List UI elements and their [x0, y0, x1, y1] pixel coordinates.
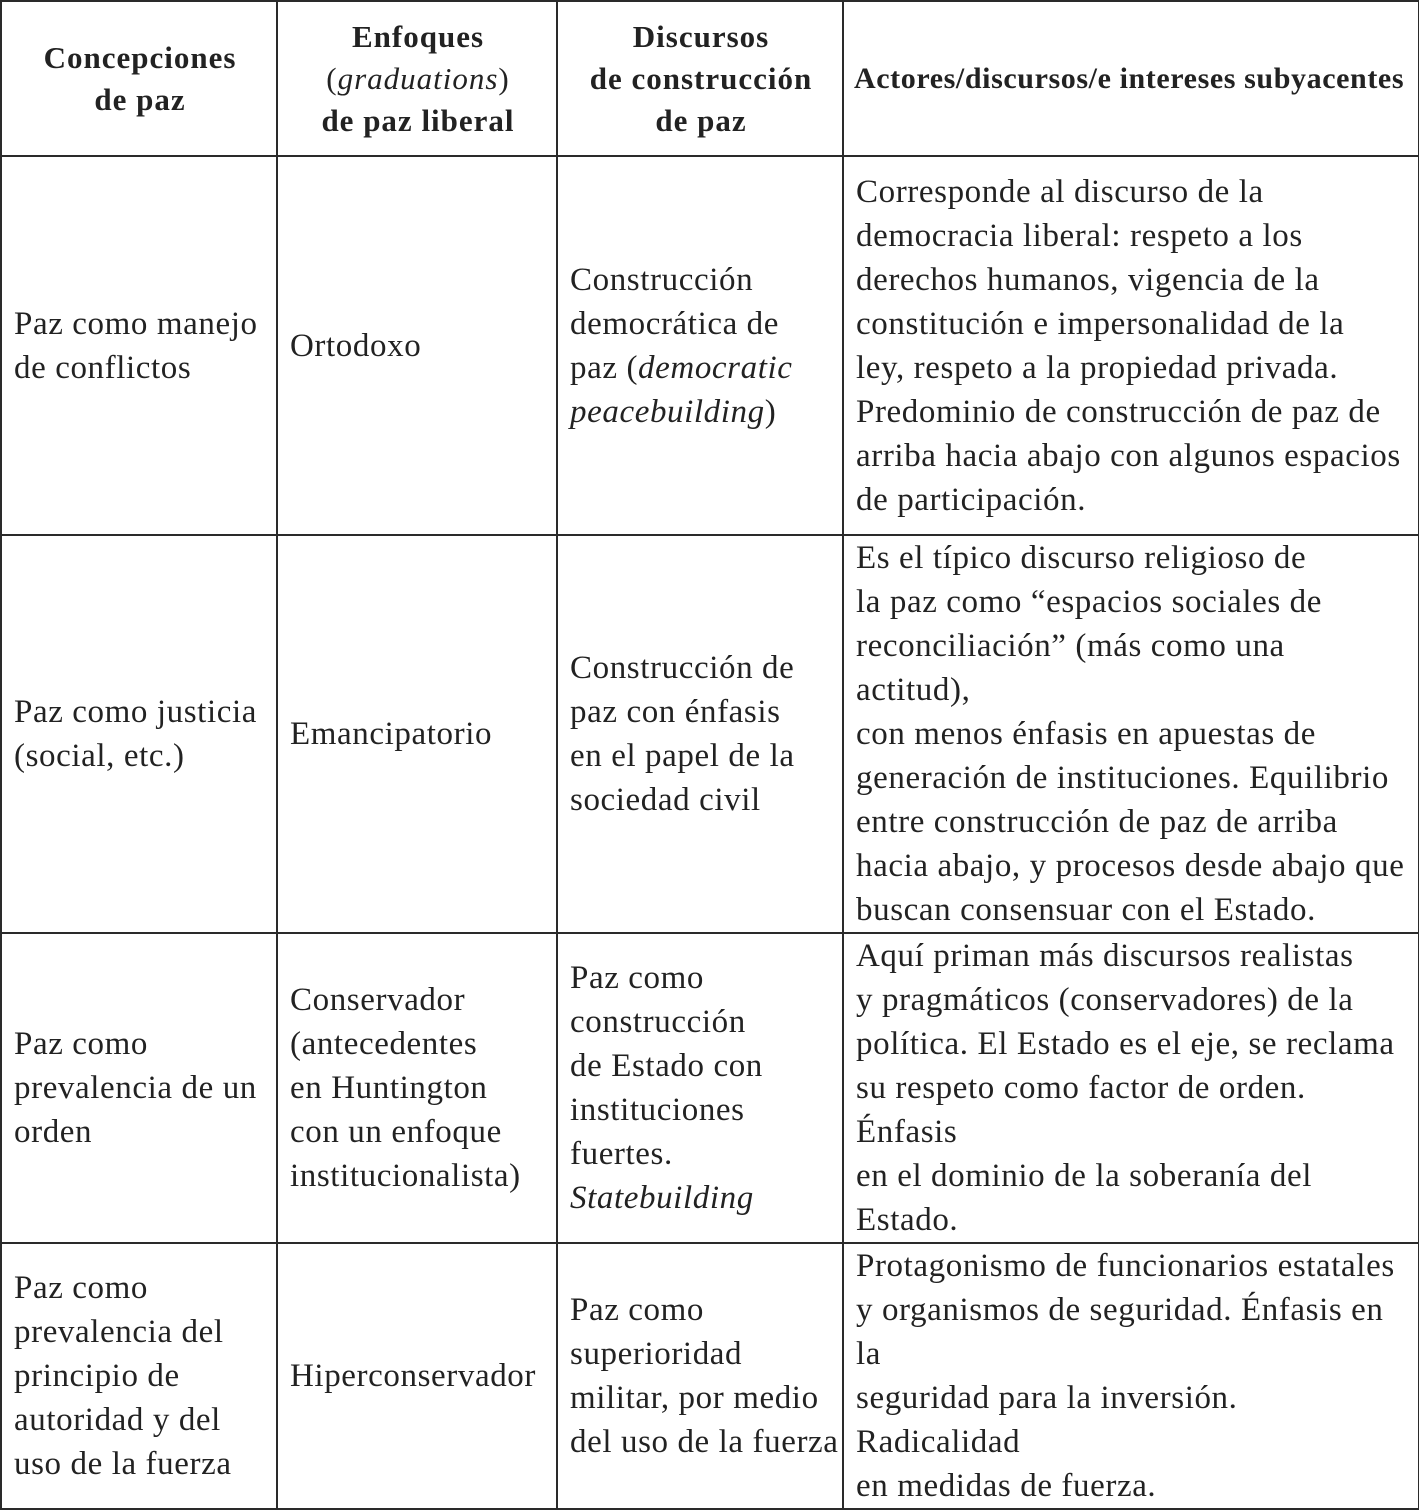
- cell-concepcion: Paz como manejo de conflictos: [1, 156, 277, 535]
- cell-enfoque: Emancipatorio: [277, 535, 557, 933]
- header-enfoques: Enfoques (graduations) de paz liberal: [277, 1, 557, 156]
- table-row: [1, 156, 1419, 535]
- cell-concepcion: Paz como prevalencia de un orden: [1, 933, 277, 1243]
- table-row: [1, 1243, 1419, 1509]
- cell-enfoque: Conservador (antecedentes en Huntington con un enfoque institucionalista): [277, 933, 557, 1243]
- cell-discurso: Construcción democrática de paz (democratic peacebuilding): [557, 156, 843, 535]
- cell-discurso: Paz como superioridad militar, por medio del uso de la fuerza: [557, 1243, 843, 1509]
- cell-discurso: Paz como construcción de Estado con instituciones fuertes. Statebuilding: [557, 933, 843, 1243]
- cell-actores: Protagonismo de funcionarios estatales y organismos de seguridad. Énfasis en la seguridad para la inversión. Radicalidad en medidas de fuerza.: [843, 1243, 1419, 1509]
- cell-enfoque: Hiperconservador: [277, 1243, 557, 1509]
- cell-concepcion: Paz como justicia (social, etc.): [1, 535, 277, 933]
- header-discursos: Discursos de construcción de paz: [557, 1, 843, 156]
- cell-enfoque: Ortodoxo: [277, 156, 557, 535]
- cell-actores: Corresponde al discurso de la democracia liberal: respeto a los derechos humanos, vigencia de la constitución e impersonalidad de la ley, respeto a la propiedad privada. Predominio de construcción de paz de arriba hacia abajo con algunos espacios de participación.: [843, 156, 1419, 535]
- table-row: [1, 535, 1419, 933]
- header-row: [1, 1, 1419, 156]
- header-actores: Actores/discursos/e intereses subyacentes: [843, 1, 1419, 156]
- header-concepciones: Concepciones de paz: [1, 1, 277, 156]
- cell-actores: Es el típico discurso religioso de la paz como “espacios sociales de reconciliación” (más como una actitud), con menos énfasis en apuestas de generación de instituciones. Equilibrio entre construcción de paz de arriba hacia abajo, y procesos desde abajo que buscan consensuar con el Estado.: [843, 535, 1419, 933]
- cell-discurso: Construcción de paz con énfasis en el papel de la sociedad civil: [557, 535, 843, 933]
- cell-actores: Aquí priman más discursos realistas y pragmáticos (conservadores) de la política. El Estado es el eje, se reclama su respeto como factor de orden. Énfasis en el dominio de la soberanía del Estado.: [843, 933, 1419, 1243]
- table-row: [1, 933, 1419, 1243]
- cell-concepcion: Paz como prevalencia del principio de autoridad y del uso de la fuerza: [1, 1243, 277, 1509]
